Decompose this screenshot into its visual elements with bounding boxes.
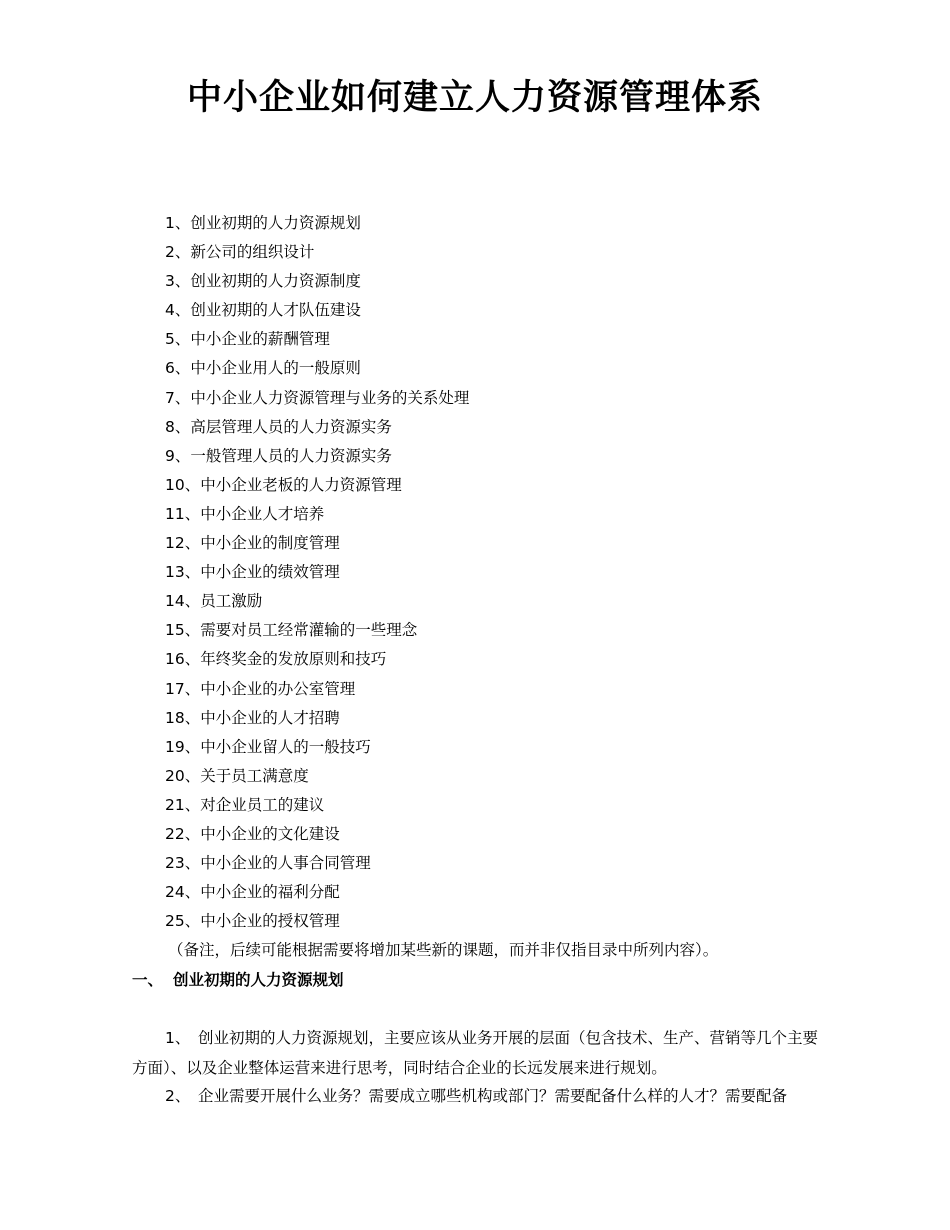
toc-item: 23、中小企业的人事合同管理	[165, 854, 371, 873]
toc-item: 18、中小企业的人才招聘	[165, 708, 340, 727]
paragraph-number: 2、	[165, 1087, 191, 1105]
toc-item: 1、创业初期的人力资源规划	[165, 214, 361, 232]
toc-item: 2、新公司的组织设计	[165, 243, 315, 262]
paragraph	[132, 1082, 822, 1112]
paragraph	[132, 1024, 822, 1083]
toc-item: 4、创业初期的人才队伍建设	[165, 301, 361, 320]
toc-note: （备注，后续可能根据需要将增加某些新的课题，而并非仅指目录中所列内容）。	[168, 941, 719, 959]
toc-item: 7、中小企业人力资源管理与业务的关系处理	[165, 388, 470, 407]
toc-item: 20、关于员工满意度	[165, 766, 309, 785]
page-title: 中小企业如何建立人力资源管理体系	[186, 78, 763, 118]
paragraph-text: 创业初期的人力资源规划，主要应该从业务开展的层面（包含技术、生产、营销等几个主要方面）、以及企业整体运营来进行思考，同时结合企业的长远发展来进行规划。	[132, 1029, 819, 1077]
toc-item: 22、中小企业的文化建设	[165, 824, 340, 843]
toc-item: 9、一般管理人员的人力资源实务	[165, 446, 392, 465]
paragraph-text: 企业需要开展什么业务？需要成立哪些机构或部门？需要配备什么样的人才？需要配备	[198, 1087, 788, 1105]
toc-item: 3、创业初期的人力资源制度	[165, 272, 361, 291]
toc-item: 15、需要对员工经常灌输的一些理念	[165, 621, 418, 640]
toc-item: 21、对企业员工的建议	[165, 795, 325, 814]
toc-item: 6、中小企业用人的一般原则	[165, 359, 361, 378]
toc-item: 19、中小企业留人的一般技巧	[165, 737, 371, 756]
toc-item: 16、年终奖金的发放原则和技巧	[165, 650, 387, 669]
section-title: 创业初期的人力资源规划	[173, 971, 344, 989]
table-of-contents	[165, 209, 469, 936]
paragraph-number: 1、	[165, 1029, 191, 1047]
section-heading	[132, 966, 344, 995]
toc-item: 13、中小企业的绩效管理	[165, 563, 340, 582]
toc-item: 12、中小企业的制度管理	[165, 534, 340, 553]
toc-item: 5、中小企业的薪酬管理	[165, 330, 330, 349]
toc-item: 24、中小企业的福利分配	[165, 883, 340, 902]
toc-item: 17、中小企业的办公室管理	[165, 679, 356, 698]
toc-item: 14、员工激励	[165, 592, 263, 611]
toc-item: 11、中小企业人才培养	[165, 504, 325, 523]
section-number: 一、	[132, 971, 164, 989]
toc-item: 8、高层管理人员的人力资源实务	[165, 417, 392, 436]
toc-item: 10、中小企业老板的人力资源管理	[165, 475, 402, 494]
toc-item: 25、中小企业的授权管理	[165, 912, 340, 931]
